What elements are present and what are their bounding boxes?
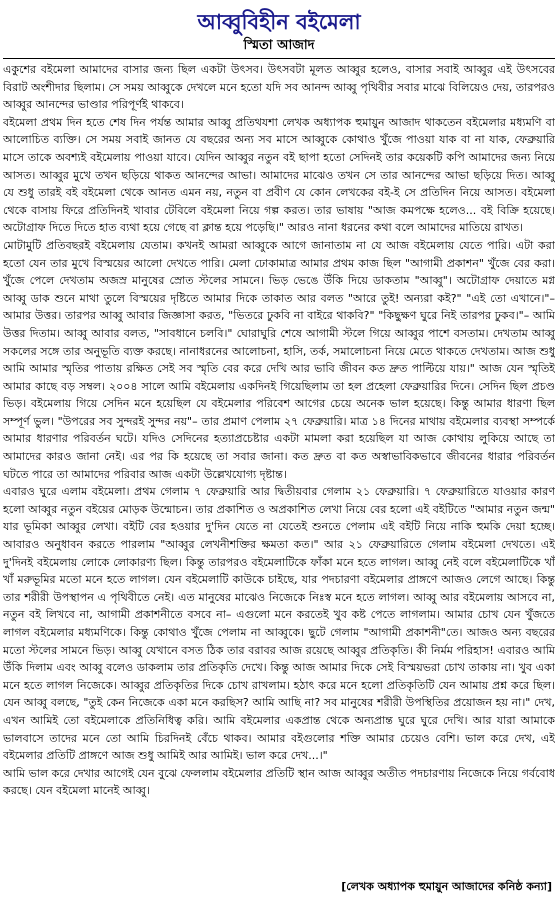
article-title: আব্বুবিহীন বইমেলা (197, 10, 361, 34)
article-paragraph-2: বইমেলা প্রথম দিন হতে শেষ দিন পর্যন্ত আমার আব্বু প্রতিথযশা লেখক অধ্যাপক হুমায়ুন আজাদ থাকতেন বইমেলার মধ্যমণি বা আলোচিত ব্যক্তি। সে সময় সবাই জানত যে বছরের অন্য সব মাসে আব্বুকে কোথাও খুঁজে পাওয়া যাক বা না যাক, ফেব্রুয়ারি মাসে তাকে অবশ্যই বইমেলায় পাওয়া যাবে। যেদিন আব্বুর নতুন বই ছাপা হতো সেদিনই তার কয়েকটি কপি আমাদের জন্য নিয়ে আসত। আব্বুর মুখে তখন ছড়িয়ে থাকত আনন্দের আভা। আমাদের মাঝেও তখন সে তার আনন্দের আভা ছড়িয়ে দিত। আব্বু যে শুধু তারই বই বইমেলা থেকে আনত এমন নয়, নতুন বা প্রবীণ যে কোন লেখকের বই-ই সে প্রতিদিন নিয়ে আসত। বইমেলা থেকে বাসায় ফিরে প্রতিদিনই খাবার টেবিলে বইমেলা নিয়ে গল্প করত। তার ভাষায় "আজ কমপক্ষে হলেও... বই বিক্রি হয়েছে। অটোগ্রাফ দিতে দিতে হাত ব্যথা হয়ে গেছে বা ক্লান্ত হয়ে পড়েছি।" আরও নানা ধরনের কথা বলে আমাদের মাতিয়ে রাখত। (3, 115, 555, 235)
article-paragraph-5: আমি ভাল করে দেখার আগেই যেন বুঝে ফেললাম বইমেলার প্রতিটি স্থান আজ আব্বুর অতীত পদচারণায় নিজেকে নিয়ে গর্ববোধ করছে। যেন বইমেলা মানেই আব্বু। (3, 766, 555, 798)
article-paragraph-1: একুশের বইমেলা আমাদের বাসার জন্য ছিল একটা উৎসব। উৎসবটা মূলত আব্বুর হলেও, বাসার সবাই আব্বুর এই উৎসবের বিরাট অংশীদার ছিলাম। সে সময় আব্বুকে দেখলে মনে হতো যদি সব আনন্দ আব্বু পৃথিবীর সবার মাঝে বিলিয়েও দেয়, তারপরও আব্বুর আনন্দের ভাণ্ডার পরিপূর্ণই থাকবে। (3, 63, 555, 112)
title-divider (3, 58, 555, 59)
article-body (3, 61, 555, 867)
author-note: [লেখক অধ্যাপক হুমায়ুন আজাদের কনিষ্ঠ কন্যা] (341, 880, 552, 893)
article-paragraph-4: এবারও ঘুরে এলাম বইমেলা। প্রথম গেলাম ৭ ফেব্রুয়ারি আর দ্বিতীয়বার গেলাম ২১ ফেব্রুয়ারি। ৭ ফেব্রুয়ারিতে যাওয়ার কারণ হলো আব্বুর নতুন বইয়ের মোড়ক উন্মোচন। তার প্রকাশিত ও অপ্রকাশিত লেখা নিয়ে বের হলো এই বইটিতে "আমার নতুন জন্ম" যার ভূমিকা আব্বুর লেখা। বইটি বের হওয়ার দু'দিন যেতে না যেতেই শুনতে পেলাম এই বইটি নিয়ে নাকি হুমকি দেয়া হচ্ছে। আবারও অনুধাবন করতে পারলাম "আব্বুর লেখনীশক্তির ক্ষমতা কত।" আর ২১ ফেব্রুয়ারিতে গেলাম বইমেলা দেখতে। এই দু'দিনই বইমেলায় লোকে লোকারণ্য ছিল। কিন্তু তারপরও বইমেলাটিকে ফাঁকা মনে হতে লাগল। আব্বু নেই বলে বইমেলাটিকে খাঁ খাঁ মরুভূমির মতো মনে হতে লাগল। যেন বইমেলাটি কাউকে চাইছে, যার পদচারণা বইমেলার প্রাঙ্গণে আজও লেগে আছে। কিন্তু তার শরীরী উপস্থাপন এ পৃথিবীতে নেই। এত মানুষের মাঝেও নিজেকে নিঃস্ব মনে হতে লাগল। আব্বু আর বইমেলায় আসবে না, নতুন বই লিখবে না, আগামী প্রকাশনীতে বসবে না– এগুলো মনে করতেই খুব কষ্ট পেতে লাগলাম। আমার চোখ যেন খুঁজতে লাগল বইমেলার মধ্যমণিকে। কিন্তু কোথাও খুঁজে পেলাম না আব্বুকে। ছুটে গেলাম "আগামী প্রকাশনী"তে। আজও অন্য বছরের মতো স্টলের সামনে ভিড়। আব্বু যেখানে বসত ঠিক তার বরাবর আজ রয়েছে আব্বুর প্রতিকৃতি। কী নির্মম পরিহাস! এবারও আমি উঁকি দিলাম এবং আব্বু বলেও ডাকলাম তার প্রতিকৃতি দেখে। কিন্তু আজ আমার দিকে সেই বিস্ময়ভরা চোখ তাকায় না। খুব একা মনে হতে লাগল নিজেকে। আব্বুর প্রতিকৃতির দিকে চোখ রাখলাম। হঠাৎ করে মনে হলো প্রতিকৃতিটি যেন আমায় প্রশ্ন করে ছিল। যেন আব্বু বলছে, "তুই কেন নিজেকে একা মনে করছিস? আমি আছি না? সব মানুষের শরীরী উপস্থিতির প্রয়োজন হয় না।" দেখ, এখন আমিই তো বইমেলাকে প্রতিনিধিত্ব করি। আমি বইমেলার একপ্রান্ত থেকে অন্যপ্রান্ত ঘুরে ঘুরে দেখি। আর যারা আমাকে ভালবাসে তাদের মনে তো আমি চিরদিনই বেঁচে থাকব। আমার বইগুলোর শক্তি আমার চেয়েও বেশি। ভাল করে দেখ, এই বইমেলার প্রতিটি প্রাঙ্গণে আজ শুধু আমিই আর আমিই। ভাল করে দেখ...।" (3, 485, 555, 763)
article-author: স্মিতা আজাদ (243, 38, 315, 53)
article-paragraph-3: মোটামুটি প্রতিবছরই বইমেলায় যেতাম। কখনই আমরা আব্বুকে আগে জানাতাম না যে আজ বইমেলায় যেতে পারি। এটা করা হতো যেন তার মুখে বিস্ময়ের আলো দেখতে পারি। মেলা ঢোকামাত্র আমার প্রথম কাজ ছিল "আগামী প্রকাশন" খুঁজে বের করা। খুঁজে পেলে দেখতাম অজস্র মানুষের স্রোত স্টলের সামনে। ভিড় ভেঙে উঁকি দিয়ে ডাকতাম "আব্বু"। অটোগ্রাফ দেয়াতে মগ্ন আব্বু ডাক শুনে মাথা তুলে বিস্ময়ের দৃষ্টিতে আমার দিকে তাকাত আর বলত "আরে তুই! অন্যরা কই?" "এই তো এখানে।"– আমার উত্তর। তারপর আব্বু আবার জিজ্ঞাসা করত, "ভিতরে ঢুকবি না বাইরে থাকবি?" "কিছুক্ষণ ঘুরে নিই তারপর ঢুকব।"– আমি উত্তর দিতাম। আব্বু আবার বলত, "সাবধানে চলবি।" ঘোরাঘুরি শেষে আগামী স্টলে গিয়ে আব্বুর পাশে বসতাম। দেখতাম আব্বু সকলের সঙ্গে তার অনুভূতি ব্যক্ত করছে। নানাধরনের আলোচনা, হাসি, তর্ক, সমালোচনা নিয়ে মেতে থাকতে দেখতাম। আজ শুধু আমি আমার স্মৃতির পাতায় রক্ষিত সেই সব স্মৃতি বের করে দেখি আর ভাবি জীবন কত দ্রুত পাল্টিয়ে যায়।" আজ যেন স্মৃতিই আমার কাছে বড় সম্বল। ২০০৪ সালে আমি বইমেলায় একদিনই গিয়েছিলাম তা হল প্রহেলা ফেব্রুয়ারির দিনে। সেদিন ছিল প্রচণ্ড ভিড়। বইমেলায় গিয়ে সেদিন মনে হয়েছিল যে বইমেলার পরিবেশ আগের চেয়ে অনেক ভাল হয়েছে। কিন্তু আমার ধারণা ছিল সম্পূর্ণ ভুল। "উপরের সব সুন্দরই সুন্দর নয়"– তার প্রমাণ পেলাম ২৭ ফেব্রুয়ারি। মাত্র ১৪ দিনের মাথায় বইমেলার ব্যবস্থা সম্পর্কে আমার ধারণার পরিবর্তন ঘটে। যদিও সেদিনের হত্যাপ্রচেষ্টার একটা মামলা করা হয়েছিল যা আজ কোথায় লুকিয়ে আছে তা আমাদের কারও জানা নেই। এর পর কি হয়েছে তা সবার জানা। কত দ্রুত বা কত অস্বাভাবিকভাবে জীবনের ধারার পরিবর্তন ঘটতে পারে তা আমাদের পরিবার আজ একটা উল্লেখযোগ্য দৃষ্টান্ত। (3, 238, 555, 481)
